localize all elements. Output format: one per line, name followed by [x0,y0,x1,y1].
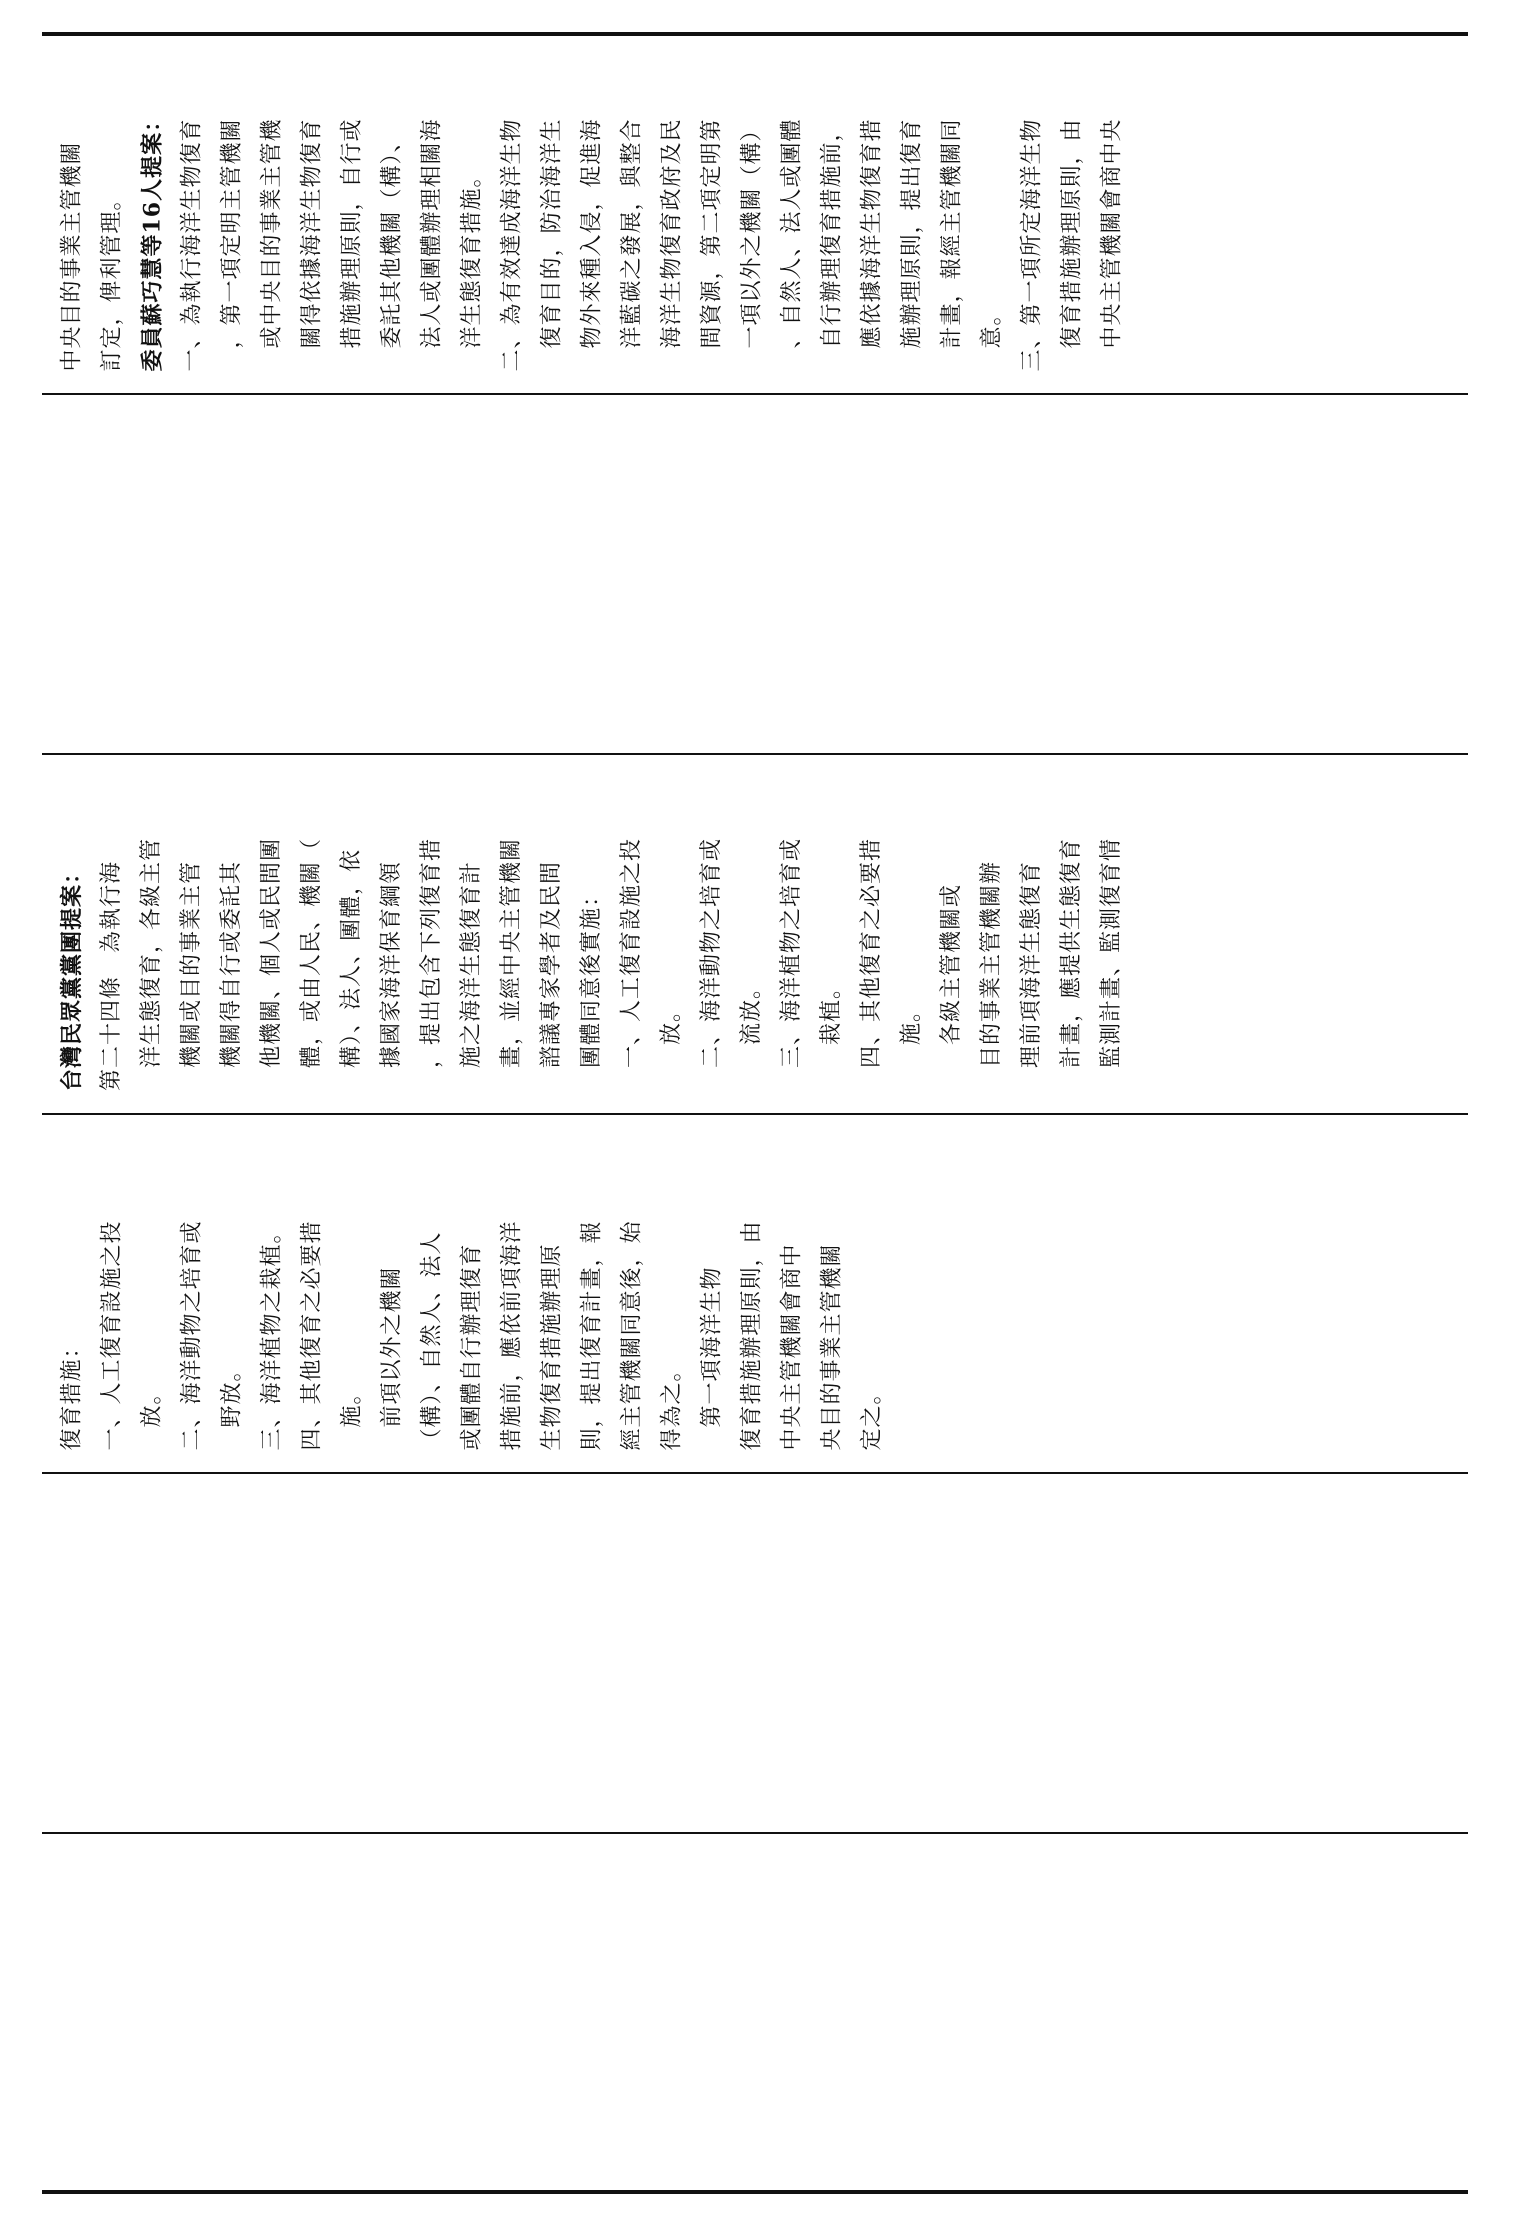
table-cell [42,1474,1468,1832]
text-line: 理前項海洋生態復育 [1019,860,1044,1091]
text-line: 一、人工復育設施之投 [99,1219,124,1450]
text-line: 復育措施辦理原則，由 [739,1219,764,1450]
text-line: 放。 [139,1380,164,1450]
text-line: 自行辦理復育措施前， [819,117,844,371]
text-line: 二、為有效達成海洋生物 [499,117,524,371]
table-cell [42,755,1468,1113]
text-line: 各級主管機關或 [939,883,964,1091]
text-line: 洋藍碳之發展，與整合 [619,117,644,371]
cell-text-block [42,755,1468,1113]
text-line: 中央主管機關會商中央 [1099,117,1124,371]
text-line: 計畫，應提供生態復育 [1059,837,1084,1091]
text-line: 三、第一項所定海洋生物 [1019,117,1044,371]
text-line: 監測計畫、監測復育情 [1099,837,1124,1091]
rule-bottom [42,2190,1468,2194]
text-line: 經主管機關同意後，始 [619,1219,644,1450]
text-line: 或團體自行辦理復育 [459,1242,484,1450]
text-line: 諮議專家學者及民間 [539,860,564,1091]
text-line: 野放。 [219,1357,244,1450]
text-line: 或中央目的事業主管機 [259,117,284,371]
text-line: 放。 [659,998,684,1091]
text-line: 栽植。 [819,975,844,1091]
text-line: 意。 [979,301,1004,371]
text-line: 復育措施辦理原則，由 [1059,117,1084,371]
text-line: 生物復育措施辦理原 [539,1242,564,1450]
text-line: 機關或目的事業主管 [179,860,204,1091]
text-line: 一、人工復育設施之投 [619,837,644,1091]
cell-text-block [42,395,1468,753]
text-line: 據國家海洋保育綱領 [379,860,404,1091]
text-line: 構）、法人、團體，依 [339,848,364,1091]
text-line: 體，或由人民、機關（ [299,837,324,1091]
text-line: 間資源，第二項定明第 [699,117,724,371]
text-line: 台灣民眾黨黨團提案： [59,860,85,1091]
text-line: 復育措施： [59,1334,84,1450]
text-line: 措施辦理原則，自行或 [339,117,364,371]
text-line: 委員蘇巧慧等16人提案： [139,108,165,371]
text-line: 第二十四條 為執行海 [99,860,124,1091]
text-line: 計畫，報經主管機關同 [939,117,964,371]
table-cell [42,395,1468,753]
table-cell [42,36,1468,393]
text-line: 他機關、個人或民間團 [259,837,284,1091]
text-line: 央目的事業主管機關 [819,1242,844,1450]
cell-text-block [42,1115,1468,1472]
table-cell [42,1115,1468,1472]
text-line: 第一項海洋生物 [699,1265,724,1450]
text-line: 目的事業主管機關辦 [979,860,1004,1091]
cell-text-block [42,1834,1468,2190]
cell-text-block [42,1474,1468,1832]
text-line: 四、其他復育之必要措 [859,837,884,1091]
text-line: 二、海洋動物之培育或 [179,1219,204,1450]
text-line: 委託其他機關（構）、 [379,128,404,371]
text-line: 復育目的，防治海洋生 [539,117,564,371]
text-line: 施之海洋生態復育計 [459,860,484,1091]
text-line: 一、為執行海洋生物復育 [179,117,204,371]
text-line: 三、海洋植物之栽植。 [259,1219,284,1450]
text-line: 物外來種入侵，促進海 [579,117,604,371]
text-line: 中央目的事業主管機關 [59,140,84,371]
text-line: 流放。 [739,975,764,1091]
cell-text-block [42,36,1468,393]
text-line: 一項以外之機關（構） [739,117,764,371]
text-line: 訂定，俾利管理。 [99,186,124,371]
text-line: 洋生態復育，各級主管 [139,837,164,1091]
text-line: 則，提出復育計畫，報 [579,1219,604,1450]
text-line: 海洋生物復育政府及民 [659,117,684,371]
text-line: 得為之。 [659,1357,684,1450]
text-line: ，第一項定明主管機關 [219,117,244,371]
text-line: 施辦理原則，提出復育 [899,117,924,371]
text-line: ，提出包含下列復育措 [419,837,444,1091]
text-line: 中央主管機關會商中 [779,1242,804,1450]
text-line: 、自然人、法人或團體 [779,117,804,371]
text-line: 法人或團體辦理相關海 [419,117,444,371]
text-line: 應依據海洋生物復育措 [859,117,884,371]
text-line: 施。 [899,998,924,1091]
text-line: 洋生態復育措施。 [459,163,484,371]
text-line: 機關得自行或委託其 [219,860,244,1091]
text-line: （構）、自然人、法人 [419,1230,444,1450]
text-line: 四、其他復育之必要措 [299,1219,324,1450]
text-line: 定之。 [859,1380,884,1450]
text-line: 三、海洋植物之培育或 [779,837,804,1091]
text-line: 團體同意後實施： [579,883,604,1091]
text-line: 前項以外之機關 [379,1265,404,1450]
text-line: 施。 [339,1380,364,1450]
text-line: 關得依據海洋生物復育 [299,117,324,371]
text-line: 畫，並經中央主管機關 [499,837,524,1091]
table-cell [42,1834,1468,2190]
text-line: 二、海洋動物之培育或 [699,837,724,1091]
text-line: 措施前，應依前項海洋 [499,1219,524,1450]
